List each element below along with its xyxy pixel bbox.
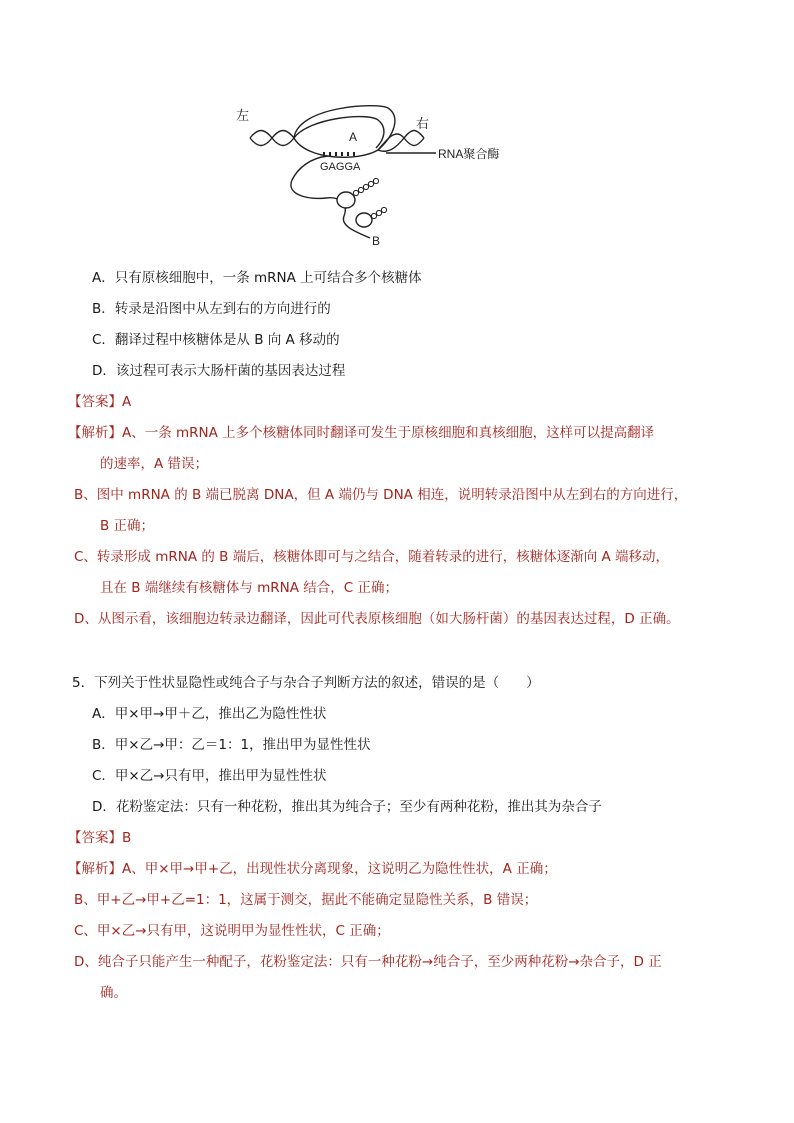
q5-analysis-line-1 bbox=[68, 859, 557, 879]
diagram-svg bbox=[228, 98, 528, 256]
q4-option-c: C．翻译过程中核糖体是从 B 向 A 移动的 bbox=[92, 332, 340, 348]
q5-option-c: C．甲×乙→只有甲，推出甲为显性性状 bbox=[92, 768, 327, 784]
q4-option-a: A．只有原核细胞中，一条 mRNA 上可结合多个核糖体 bbox=[92, 270, 422, 286]
dna-strand-left-2 bbox=[250, 131, 294, 146]
q5-answer bbox=[68, 828, 131, 848]
label-a: A bbox=[349, 130, 358, 144]
q4-option-b: B．转录是沿图中从左到右的方向进行的 bbox=[92, 301, 331, 317]
q4-analysis-line-5: C、转录形成 mRNA 的 B 端后，核糖体即可与之结合，随着转录的进行，核糖体逐渐向 A 端移动， bbox=[74, 549, 670, 565]
q5-option-b: B．甲×乙→甲：乙＝1：1，推出甲为显性性状 bbox=[92, 737, 371, 753]
q5-analysis-line-4: D、纯合子只能产生一种配子，花粉鉴定法：只有一种花粉→纯合子，至少两种花粉→杂合子，D 正 bbox=[74, 954, 662, 970]
label-b: B bbox=[372, 234, 381, 248]
label-rna-polymerase: RNA聚合酶 bbox=[438, 147, 500, 161]
answer-label: 【答案】 bbox=[68, 394, 122, 410]
q4-option-d: D．该过程可表示大肠杆菌的基因表达过程 bbox=[92, 363, 346, 379]
q5-stem: 5．下列关于性状显隐性或纯合子与杂合子判断方法的叙述，错误的是（ ） bbox=[72, 675, 540, 691]
analysis-text: A、一条 mRNA 上多个核糖体同时翻译可发生于原核细胞和真核细胞，这样可以提高翻译 bbox=[122, 425, 655, 441]
q4-analysis-line-7: D、从图示看，该细胞边转录边翻译，因此可代表原核细胞（如大肠杆菌）的基因表达过程，D 正确。 bbox=[74, 611, 680, 627]
q5-option-d: D．花粉鉴定法：只有一种花粉，推出其为纯合子；至少有两种花粉，推出其为杂合子 bbox=[92, 799, 602, 815]
label-right: 右 bbox=[416, 116, 430, 131]
answer-label: 【答案】 bbox=[68, 830, 122, 846]
q4-analysis-line-2: 的速率，A 错误； bbox=[100, 456, 209, 472]
analysis-label: 【解析】 bbox=[68, 861, 122, 877]
label-left: 左 bbox=[236, 108, 250, 123]
answer-value: B bbox=[122, 830, 132, 846]
label-gagga: GAGGA bbox=[320, 161, 361, 173]
dna-strand-right-2 bbox=[378, 131, 424, 152]
q4-analysis-line-3: B、图中 mRNA 的 B 端已脱离 DNA，但 A 端仍与 DNA 相连，说明转录沿图中从左到右的方向进行， bbox=[74, 487, 688, 503]
q5-option-a: A．甲×甲→甲＋乙，推出乙为隐性性状 bbox=[92, 706, 327, 722]
q4-analysis-line-1 bbox=[68, 423, 654, 443]
ribosome-1 bbox=[337, 192, 355, 208]
analysis-label: 【解析】 bbox=[68, 425, 122, 441]
q5-analysis-line-2: B、甲+乙→甲+乙=1：1，这属于测交，据此不能确定显隐性关系，B 错误； bbox=[74, 892, 538, 908]
analysis-text: A、甲×甲→甲+乙，出现性状分离现象，这说明乙为隐性性状，A 正确； bbox=[122, 861, 557, 877]
dna-bubble-inner bbox=[294, 117, 384, 148]
q5-analysis-line-5: 确。 bbox=[100, 985, 127, 1001]
q5-analysis-line-3: C、甲×乙→只有甲，这说明甲为显性性状，C 正确； bbox=[74, 923, 390, 939]
q4-analysis-line-4: B 正确； bbox=[100, 518, 155, 534]
answer-value: A bbox=[122, 394, 132, 410]
ribosome-2 bbox=[356, 213, 372, 227]
q4-analysis-line-6: 且在 B 端继续有核糖体与 mRNA 结合，C 正确； bbox=[100, 580, 399, 596]
transcription-translation-figure bbox=[228, 98, 528, 256]
q4-answer bbox=[68, 392, 131, 412]
